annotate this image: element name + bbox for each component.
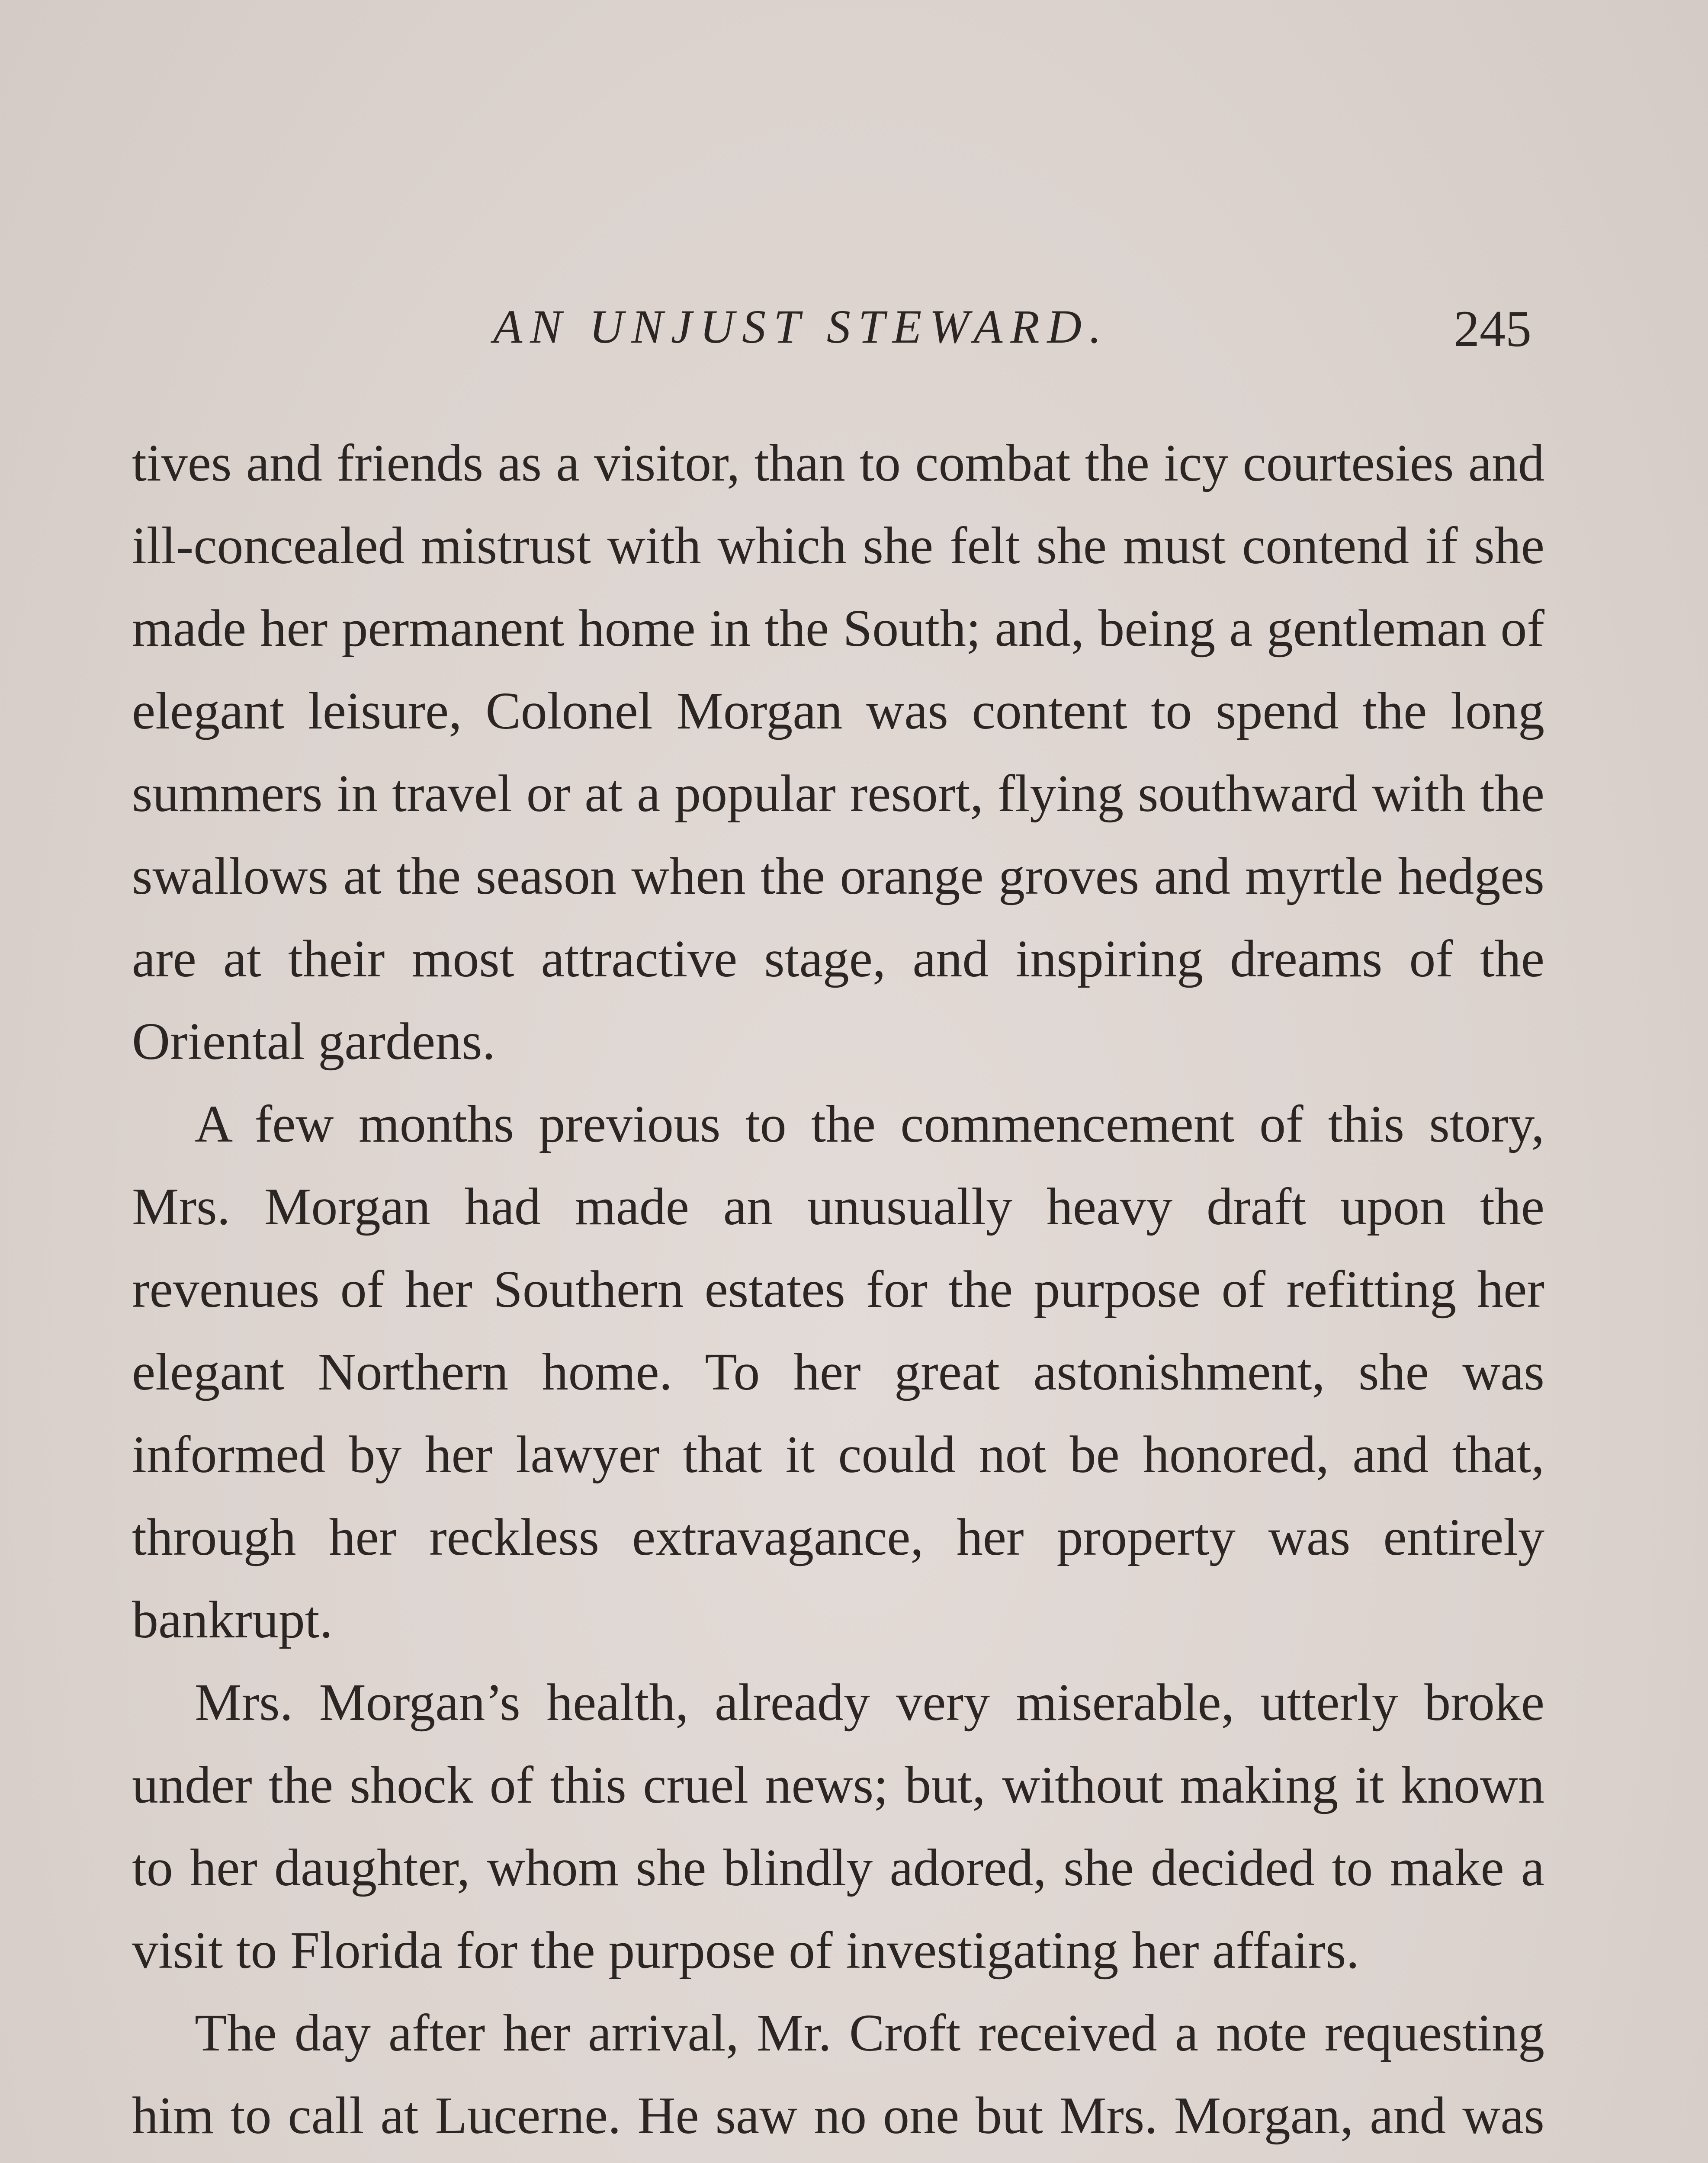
body-text (132, 422, 1544, 2163)
page-number: 245 (1454, 300, 1531, 357)
running-title: AN UNJUST STEWARD. (493, 300, 1109, 353)
paragraph: Mrs. Morgan’s health, already very miserable, utterly broke under the shock of this cruel news; but, without making it known to her daughter, whom she blindly adored, she decided to make a visit to Florida for the purpose of investigating her affairs. (132, 1673, 1544, 1980)
paragraph: A few months previous to the commencement of this story, Mrs. Morgan had made an unusually heavy draft upon the revenues of her Southern estates for the purpose of refitting her elegant Northern home. To her great astonishment, she was informed by her lawyer that it could not be honored, and that, through her reckless extravagance, her property was entirely bankrupt. (132, 1095, 1544, 1649)
paragraph: The day after her arrival, Mr. Croft received a note requesting him to call at Lucerne. He saw no one but Mrs. Morgan, and was (132, 2004, 1544, 2145)
paragraph: tives and friends as a visitor, than to combat the icy courtesies and ill-concealed mistrust with which she felt she must contend if she made her permanent home in the South; and, being a gentleman of elegant leisure, Colonel Morgan was content to spend the long summers in travel or at a popular resort, flying southward with the swallows at the season when the orange groves and myrtle hedges are at their most attractive stage, and inspiring dreams of the Oriental gardens. (132, 434, 1544, 1071)
